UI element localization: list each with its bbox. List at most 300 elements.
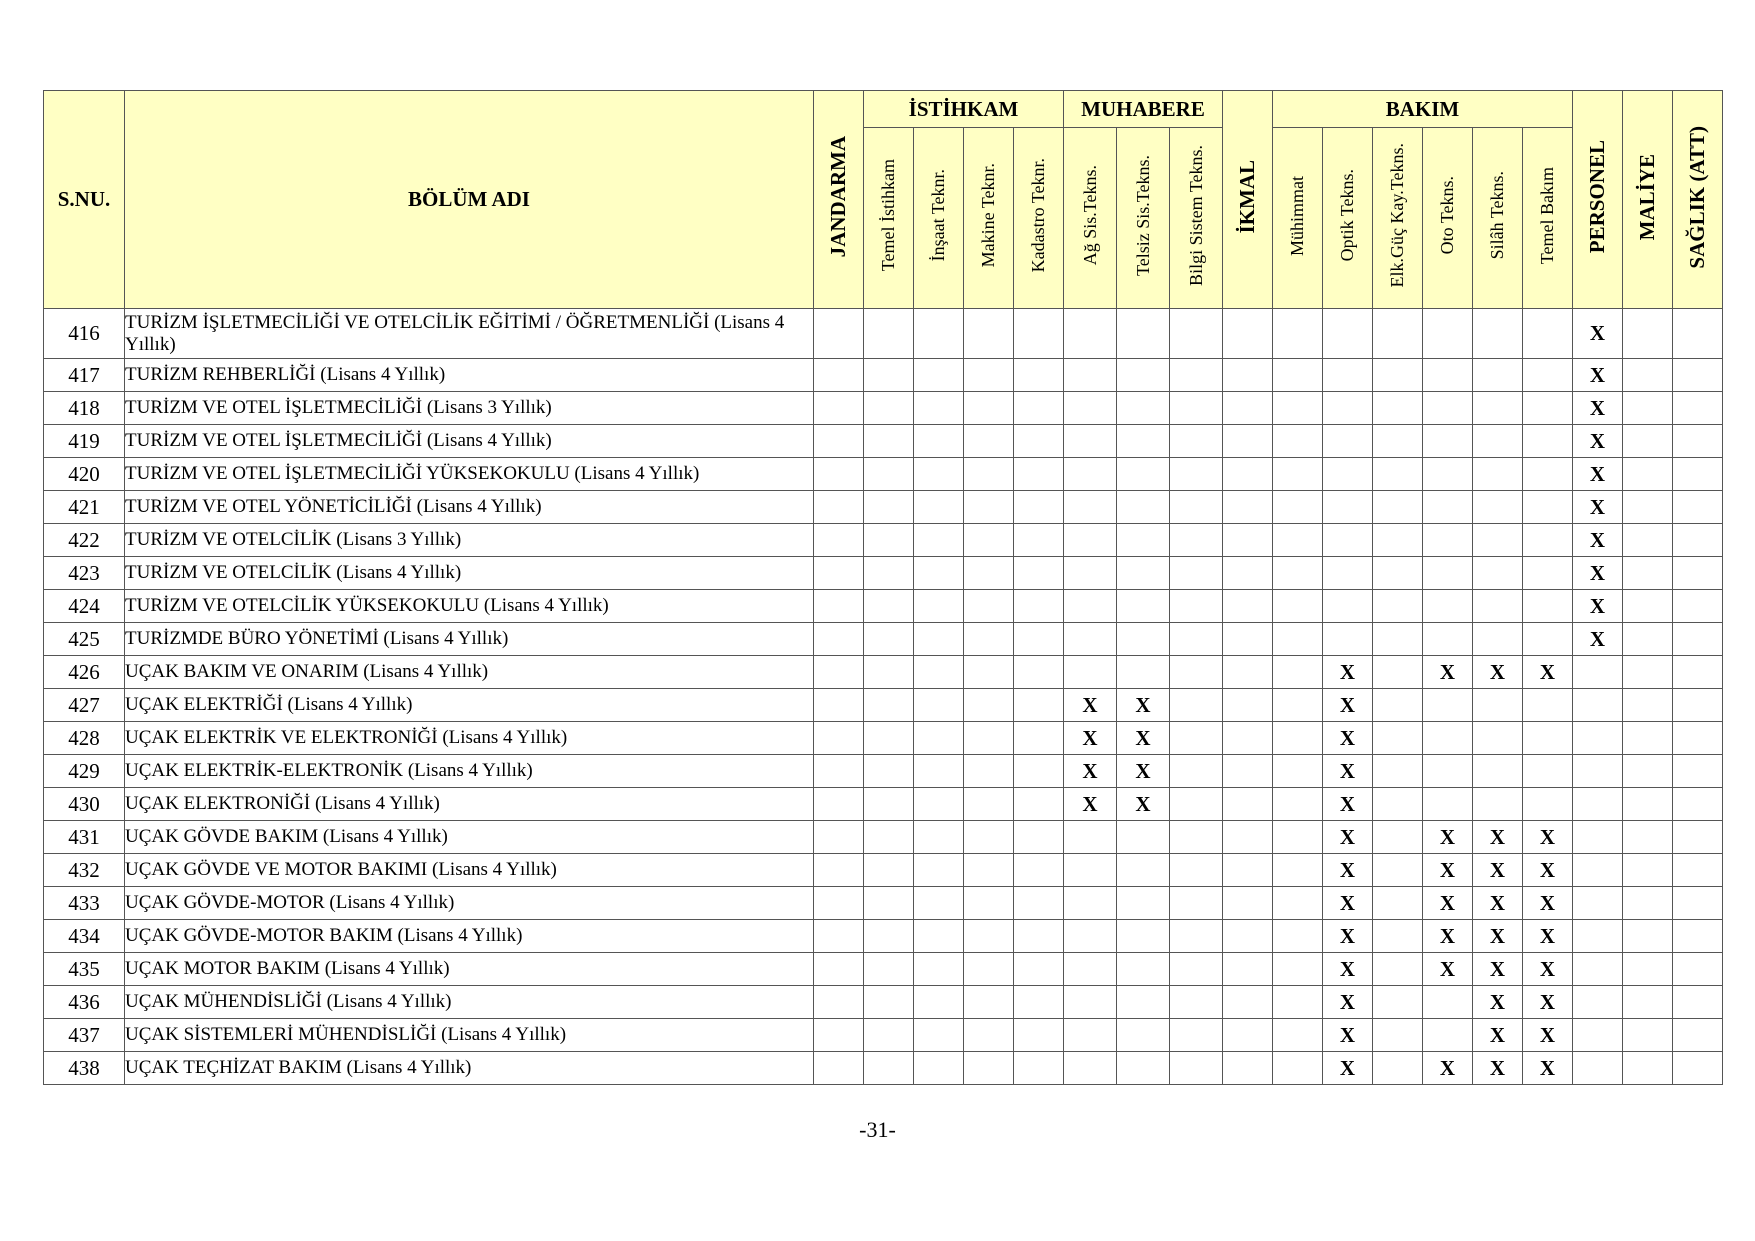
- mark-cell-personel: [1573, 1019, 1623, 1052]
- mark-cell-muhimmat: [1273, 656, 1323, 689]
- header-bilgi-label: Bilgi Sistem Tekns.: [1185, 145, 1206, 286]
- mark-cell-makine: [964, 722, 1014, 755]
- mark-cell-muhimmat: [1273, 920, 1323, 953]
- mark-cell-ikmal: [1223, 689, 1273, 722]
- mark-cell-jandarma: [814, 557, 864, 590]
- table-row: [44, 953, 1723, 986]
- row-snu: 425: [44, 623, 125, 656]
- table-row: [44, 689, 1723, 722]
- mark-cell-elk-guc: [1373, 689, 1423, 722]
- header-ag-sis: [1064, 128, 1117, 309]
- mark-cell-bilgi: [1170, 755, 1223, 788]
- mark-cell-muhimmat: [1273, 590, 1323, 623]
- mark-cell-telsiz: [1117, 359, 1170, 392]
- mark-cell-ikmal: [1223, 722, 1273, 755]
- mark-cell-saglik: [1673, 722, 1723, 755]
- mark-cell-elk-guc: [1373, 1052, 1423, 1085]
- mark-cell-kadastro: [1014, 821, 1064, 854]
- mark-cell-personel: [1573, 755, 1623, 788]
- header-istihkam: İSTİHKAM: [864, 91, 1064, 128]
- mark-cell-makine: [964, 953, 1014, 986]
- mark-cell-temel-istihkam: [864, 309, 914, 359]
- row-bolum-adi: UÇAK GÖVDE VE MOTOR BAKIMI (Lisans 4 Yıllık): [125, 854, 814, 887]
- mark-cell-elk-guc: [1373, 392, 1423, 425]
- row-bolum-adi: UÇAK GÖVDE-MOTOR BAKIM (Lisans 4 Yıllık): [125, 920, 814, 953]
- mark-cell-ag-sis: [1064, 557, 1117, 590]
- row-bolum-adi: TURİZM VE OTEL İŞLETMECİLİĞİ (Lisans 3 Yıllık): [125, 392, 814, 425]
- mark-cell-saglik: [1673, 557, 1723, 590]
- mark-cell-ag-sis: X: [1064, 755, 1117, 788]
- header-personel: [1573, 91, 1623, 309]
- mark-cell-silah: [1473, 392, 1523, 425]
- mark-cell-personel: X: [1573, 309, 1623, 359]
- mark-cell-ag-sis: [1064, 986, 1117, 1019]
- mark-cell-personel: X: [1573, 392, 1623, 425]
- mark-cell-elk-guc: [1373, 491, 1423, 524]
- eligibility-table-container: [43, 90, 1723, 1085]
- mark-cell-telsiz: [1117, 309, 1170, 359]
- table-row: [44, 309, 1723, 359]
- row-bolum-adi: TURİZM İŞLETMECİLİĞİ VE OTELCİLİK EĞİTİMİ / ÖĞRETMENLİĞİ (Lisans 4 Yıllık): [125, 309, 814, 359]
- table-row: [44, 986, 1723, 1019]
- row-snu: 423: [44, 557, 125, 590]
- mark-cell-silah: [1473, 689, 1523, 722]
- mark-cell-telsiz: [1117, 458, 1170, 491]
- mark-cell-maliye: [1623, 458, 1673, 491]
- mark-cell-insaat: [914, 309, 964, 359]
- mark-cell-temel-istihkam: [864, 458, 914, 491]
- mark-cell-temel-istihkam: [864, 1052, 914, 1085]
- mark-cell-insaat: [914, 788, 964, 821]
- mark-cell-ag-sis: [1064, 656, 1117, 689]
- mark-cell-kadastro: [1014, 557, 1064, 590]
- mark-cell-makine: [964, 392, 1014, 425]
- mark-cell-temel-bakim: [1523, 689, 1573, 722]
- mark-cell-temel-istihkam: [864, 854, 914, 887]
- mark-cell-ikmal: [1223, 1052, 1273, 1085]
- mark-cell-jandarma: [814, 920, 864, 953]
- header-kadastro: [1014, 128, 1064, 309]
- mark-cell-temel-istihkam: [864, 1019, 914, 1052]
- mark-cell-kadastro: [1014, 392, 1064, 425]
- header-bakim: BAKIM: [1273, 91, 1573, 128]
- mark-cell-kadastro: [1014, 689, 1064, 722]
- mark-cell-elk-guc: [1373, 854, 1423, 887]
- mark-cell-temel-bakim: [1523, 524, 1573, 557]
- mark-cell-ag-sis: [1064, 590, 1117, 623]
- header-group-row: [44, 91, 1723, 128]
- row-bolum-adi: TURİZM VE OTELCİLİK (Lisans 3 Yıllık): [125, 524, 814, 557]
- mark-cell-ag-sis: [1064, 1019, 1117, 1052]
- row-snu: 432: [44, 854, 125, 887]
- mark-cell-telsiz: [1117, 656, 1170, 689]
- mark-cell-silah: [1473, 524, 1523, 557]
- mark-cell-telsiz: X: [1117, 788, 1170, 821]
- row-snu: 431: [44, 821, 125, 854]
- mark-cell-telsiz: [1117, 854, 1170, 887]
- mark-cell-jandarma: [814, 821, 864, 854]
- mark-cell-jandarma: [814, 1052, 864, 1085]
- mark-cell-oto: [1423, 986, 1473, 1019]
- mark-cell-muhimmat: [1273, 1052, 1323, 1085]
- header-makine: [964, 128, 1014, 309]
- mark-cell-ag-sis: [1064, 491, 1117, 524]
- mark-cell-telsiz: [1117, 557, 1170, 590]
- mark-cell-ag-sis: X: [1064, 788, 1117, 821]
- mark-cell-insaat: [914, 623, 964, 656]
- mark-cell-maliye: [1623, 821, 1673, 854]
- mark-cell-makine: [964, 1052, 1014, 1085]
- mark-cell-telsiz: [1117, 392, 1170, 425]
- mark-cell-personel: X: [1573, 623, 1623, 656]
- mark-cell-saglik: [1673, 887, 1723, 920]
- mark-cell-temel-bakim: [1523, 755, 1573, 788]
- mark-cell-bilgi: [1170, 491, 1223, 524]
- mark-cell-saglik: [1673, 425, 1723, 458]
- mark-cell-temel-istihkam: [864, 491, 914, 524]
- mark-cell-personel: [1573, 953, 1623, 986]
- mark-cell-telsiz: X: [1117, 689, 1170, 722]
- header-ikmal-label: İKMAL: [1235, 160, 1259, 234]
- row-bolum-adi: UÇAK MÜHENDİSLİĞİ (Lisans 4 Yıllık): [125, 986, 814, 1019]
- mark-cell-makine: [964, 557, 1014, 590]
- mark-cell-optik: X: [1323, 689, 1373, 722]
- mark-cell-temel-bakim: X: [1523, 821, 1573, 854]
- mark-cell-bilgi: [1170, 656, 1223, 689]
- mark-cell-personel: [1573, 920, 1623, 953]
- mark-cell-kadastro: [1014, 887, 1064, 920]
- mark-cell-insaat: [914, 854, 964, 887]
- header-silah-label: Silâh Tekns.: [1487, 171, 1507, 260]
- mark-cell-optik: X: [1323, 656, 1373, 689]
- mark-cell-insaat: [914, 1052, 964, 1085]
- mark-cell-makine: [964, 524, 1014, 557]
- mark-cell-insaat: [914, 557, 964, 590]
- mark-cell-oto: [1423, 359, 1473, 392]
- mark-cell-silah: [1473, 425, 1523, 458]
- mark-cell-saglik: [1673, 656, 1723, 689]
- mark-cell-insaat: [914, 755, 964, 788]
- mark-cell-saglik: [1673, 986, 1723, 1019]
- table-row: [44, 623, 1723, 656]
- mark-cell-maliye: [1623, 309, 1673, 359]
- header-elk-guc: [1373, 128, 1423, 309]
- mark-cell-elk-guc: [1373, 821, 1423, 854]
- mark-cell-optik: X: [1323, 986, 1373, 1019]
- mark-cell-kadastro: [1014, 524, 1064, 557]
- table-row: [44, 557, 1723, 590]
- mark-cell-ag-sis: [1064, 425, 1117, 458]
- mark-cell-bilgi: [1170, 425, 1223, 458]
- mark-cell-maliye: [1623, 491, 1673, 524]
- mark-cell-insaat: [914, 590, 964, 623]
- mark-cell-makine: [964, 309, 1014, 359]
- header-maliye-label: MALİYE: [1635, 153, 1659, 241]
- mark-cell-ikmal: [1223, 986, 1273, 1019]
- mark-cell-jandarma: [814, 309, 864, 359]
- mark-cell-kadastro: [1014, 309, 1064, 359]
- mark-cell-ikmal: [1223, 887, 1273, 920]
- mark-cell-elk-guc: [1373, 656, 1423, 689]
- mark-cell-silah: [1473, 557, 1523, 590]
- mark-cell-personel: X: [1573, 524, 1623, 557]
- mark-cell-makine: [964, 887, 1014, 920]
- mark-cell-insaat: [914, 821, 964, 854]
- header-temel-bakim: [1523, 128, 1573, 309]
- mark-cell-insaat: [914, 887, 964, 920]
- mark-cell-kadastro: [1014, 986, 1064, 1019]
- mark-cell-ikmal: [1223, 359, 1273, 392]
- mark-cell-jandarma: [814, 359, 864, 392]
- mark-cell-saglik: [1673, 491, 1723, 524]
- mark-cell-makine: [964, 623, 1014, 656]
- mark-cell-optik: X: [1323, 854, 1373, 887]
- mark-cell-makine: [964, 1019, 1014, 1052]
- mark-cell-makine: [964, 425, 1014, 458]
- mark-cell-temel-bakim: [1523, 309, 1573, 359]
- mark-cell-elk-guc: [1373, 557, 1423, 590]
- mark-cell-elk-guc: [1373, 590, 1423, 623]
- table-row: [44, 458, 1723, 491]
- mark-cell-telsiz: [1117, 623, 1170, 656]
- mark-cell-bilgi: [1170, 359, 1223, 392]
- mark-cell-ikmal: [1223, 392, 1273, 425]
- mark-cell-temel-bakim: [1523, 557, 1573, 590]
- mark-cell-oto: [1423, 524, 1473, 557]
- mark-cell-kadastro: [1014, 491, 1064, 524]
- mark-cell-oto: X: [1423, 953, 1473, 986]
- mark-cell-muhimmat: [1273, 788, 1323, 821]
- mark-cell-personel: [1573, 1052, 1623, 1085]
- mark-cell-maliye: [1623, 1019, 1673, 1052]
- mark-cell-insaat: [914, 491, 964, 524]
- mark-cell-bilgi: [1170, 821, 1223, 854]
- mark-cell-bilgi: [1170, 623, 1223, 656]
- mark-cell-telsiz: [1117, 590, 1170, 623]
- mark-cell-bilgi: [1170, 557, 1223, 590]
- mark-cell-optik: [1323, 458, 1373, 491]
- mark-cell-oto: [1423, 392, 1473, 425]
- mark-cell-oto: X: [1423, 656, 1473, 689]
- mark-cell-muhimmat: [1273, 722, 1323, 755]
- mark-cell-oto: [1423, 491, 1473, 524]
- mark-cell-jandarma: [814, 392, 864, 425]
- mark-cell-elk-guc: [1373, 953, 1423, 986]
- mark-cell-temel-bakim: X: [1523, 1019, 1573, 1052]
- mark-cell-makine: [964, 359, 1014, 392]
- mark-cell-silah: X: [1473, 821, 1523, 854]
- mark-cell-saglik: [1673, 854, 1723, 887]
- mark-cell-ag-sis: [1064, 821, 1117, 854]
- mark-cell-insaat: [914, 359, 964, 392]
- mark-cell-oto: [1423, 722, 1473, 755]
- mark-cell-temel-bakim: X: [1523, 887, 1573, 920]
- mark-cell-personel: [1573, 788, 1623, 821]
- table-row: [44, 722, 1723, 755]
- mark-cell-ikmal: [1223, 854, 1273, 887]
- mark-cell-silah: X: [1473, 1019, 1523, 1052]
- mark-cell-ikmal: [1223, 458, 1273, 491]
- mark-cell-maliye: [1623, 986, 1673, 1019]
- mark-cell-ikmal: [1223, 755, 1273, 788]
- row-snu: 424: [44, 590, 125, 623]
- mark-cell-ag-sis: [1064, 1052, 1117, 1085]
- mark-cell-muhimmat: [1273, 557, 1323, 590]
- table-row: [44, 920, 1723, 953]
- header-muhimmat: [1273, 128, 1323, 309]
- mark-cell-oto: [1423, 425, 1473, 458]
- row-bolum-adi: TURİZM VE OTEL İŞLETMECİLİĞİ YÜKSEKOKULU (Lisans 4 Yıllık): [125, 458, 814, 491]
- mark-cell-optik: [1323, 623, 1373, 656]
- mark-cell-jandarma: [814, 590, 864, 623]
- page-number: -31-: [859, 1117, 896, 1142]
- mark-cell-temel-bakim: X: [1523, 1052, 1573, 1085]
- mark-cell-muhimmat: [1273, 854, 1323, 887]
- mark-cell-oto: [1423, 590, 1473, 623]
- table-row: [44, 491, 1723, 524]
- mark-cell-optik: [1323, 524, 1373, 557]
- table-row: [44, 821, 1723, 854]
- mark-cell-ikmal: [1223, 920, 1273, 953]
- header-oto-label: Oto Tekns.: [1437, 176, 1457, 255]
- mark-cell-optik: [1323, 425, 1373, 458]
- mark-cell-jandarma: [814, 755, 864, 788]
- header-saglik: [1673, 91, 1723, 309]
- mark-cell-temel-bakim: [1523, 722, 1573, 755]
- mark-cell-temel-bakim: [1523, 359, 1573, 392]
- mark-cell-muhimmat: [1273, 392, 1323, 425]
- table-row: [44, 359, 1723, 392]
- mark-cell-elk-guc: [1373, 309, 1423, 359]
- mark-cell-muhimmat: [1273, 1019, 1323, 1052]
- mark-cell-personel: X: [1573, 590, 1623, 623]
- mark-cell-insaat: [914, 1019, 964, 1052]
- mark-cell-muhimmat: [1273, 491, 1323, 524]
- row-snu: 426: [44, 656, 125, 689]
- row-bolum-adi: TURİZM VE OTELCİLİK YÜKSEKOKULU (Lisans 4 Yıllık): [125, 590, 814, 623]
- mark-cell-muhimmat: [1273, 623, 1323, 656]
- table-row: [44, 755, 1723, 788]
- mark-cell-telsiz: [1117, 1019, 1170, 1052]
- mark-cell-saglik: [1673, 524, 1723, 557]
- row-snu: 416: [44, 309, 125, 359]
- mark-cell-optik: X: [1323, 1052, 1373, 1085]
- mark-cell-temel-istihkam: [864, 590, 914, 623]
- row-snu: 419: [44, 425, 125, 458]
- mark-cell-kadastro: [1014, 722, 1064, 755]
- mark-cell-kadastro: [1014, 755, 1064, 788]
- mark-cell-oto: [1423, 689, 1473, 722]
- header-temel-bakim-label: Temel Bakım: [1537, 166, 1557, 265]
- mark-cell-jandarma: [814, 788, 864, 821]
- mark-cell-saglik: [1673, 689, 1723, 722]
- mark-cell-ag-sis: [1064, 854, 1117, 887]
- row-snu: 435: [44, 953, 125, 986]
- mark-cell-personel: X: [1573, 359, 1623, 392]
- mark-cell-silah: [1473, 755, 1523, 788]
- mark-cell-makine: [964, 788, 1014, 821]
- mark-cell-optik: X: [1323, 887, 1373, 920]
- mark-cell-makine: [964, 920, 1014, 953]
- mark-cell-silah: [1473, 491, 1523, 524]
- mark-cell-temel-istihkam: [864, 788, 914, 821]
- mark-cell-silah: [1473, 458, 1523, 491]
- header-makine-label: Makine Teknr.: [978, 163, 998, 268]
- mark-cell-oto: [1423, 557, 1473, 590]
- mark-cell-maliye: [1623, 623, 1673, 656]
- row-bolum-adi: TURİZM REHBERLİĞİ (Lisans 4 Yıllık): [125, 359, 814, 392]
- mark-cell-temel-istihkam: [864, 986, 914, 1019]
- row-bolum-adi: UÇAK TEÇHİZAT BAKIM (Lisans 4 Yıllık): [125, 1052, 814, 1085]
- mark-cell-ag-sis: X: [1064, 689, 1117, 722]
- mark-cell-ikmal: [1223, 491, 1273, 524]
- mark-cell-kadastro: [1014, 920, 1064, 953]
- mark-cell-personel: [1573, 689, 1623, 722]
- mark-cell-bilgi: [1170, 458, 1223, 491]
- row-snu: 430: [44, 788, 125, 821]
- mark-cell-personel: X: [1573, 425, 1623, 458]
- mark-cell-kadastro: [1014, 854, 1064, 887]
- header-telsiz-label: Telsiz Sis.Tekns.: [1132, 155, 1153, 276]
- mark-cell-maliye: [1623, 854, 1673, 887]
- mark-cell-insaat: [914, 689, 964, 722]
- mark-cell-oto: [1423, 788, 1473, 821]
- mark-cell-muhimmat: [1273, 359, 1323, 392]
- row-snu: 438: [44, 1052, 125, 1085]
- mark-cell-muhimmat: [1273, 953, 1323, 986]
- mark-cell-saglik: [1673, 953, 1723, 986]
- mark-cell-temel-bakim: X: [1523, 656, 1573, 689]
- mark-cell-temel-istihkam: [864, 656, 914, 689]
- mark-cell-jandarma: [814, 425, 864, 458]
- header-ag-sis-label: Ağ Sis.Tekns.: [1079, 165, 1100, 266]
- mark-cell-makine: [964, 821, 1014, 854]
- mark-cell-personel: [1573, 722, 1623, 755]
- row-snu: 420: [44, 458, 125, 491]
- row-bolum-adi: TURİZM VE OTEL İŞLETMECİLİĞİ (Lisans 4 Yıllık): [125, 425, 814, 458]
- mark-cell-maliye: [1623, 392, 1673, 425]
- mark-cell-insaat: [914, 920, 964, 953]
- mark-cell-temel-bakim: [1523, 590, 1573, 623]
- mark-cell-temel-istihkam: [864, 359, 914, 392]
- row-bolum-adi: UÇAK ELEKTRİK-ELEKTRONİK (Lisans 4 Yıllık): [125, 755, 814, 788]
- mark-cell-bilgi: [1170, 689, 1223, 722]
- mark-cell-makine: [964, 854, 1014, 887]
- row-snu: 418: [44, 392, 125, 425]
- mark-cell-optik: [1323, 392, 1373, 425]
- mark-cell-silah: X: [1473, 887, 1523, 920]
- mark-cell-oto: [1423, 623, 1473, 656]
- mark-cell-optik: X: [1323, 920, 1373, 953]
- mark-cell-temel-istihkam: [864, 920, 914, 953]
- mark-cell-ikmal: [1223, 821, 1273, 854]
- mark-cell-temel-bakim: [1523, 425, 1573, 458]
- mark-cell-temel-istihkam: [864, 392, 914, 425]
- mark-cell-temel-bakim: X: [1523, 986, 1573, 1019]
- table-row: [44, 788, 1723, 821]
- table-row: [44, 1052, 1723, 1085]
- mark-cell-maliye: [1623, 425, 1673, 458]
- mark-cell-temel-istihkam: [864, 524, 914, 557]
- mark-cell-elk-guc: [1373, 788, 1423, 821]
- mark-cell-makine: [964, 656, 1014, 689]
- header-elk-guc-label: Elk.Güç Kay.Tekns.: [1387, 143, 1407, 288]
- mark-cell-saglik: [1673, 920, 1723, 953]
- mark-cell-jandarma: [814, 689, 864, 722]
- mark-cell-ikmal: [1223, 524, 1273, 557]
- mark-cell-silah: X: [1473, 656, 1523, 689]
- mark-cell-personel: [1573, 887, 1623, 920]
